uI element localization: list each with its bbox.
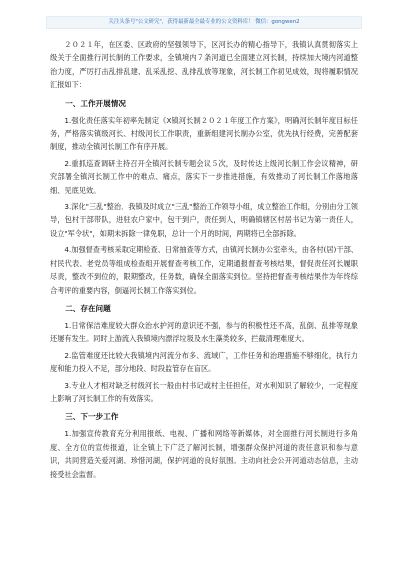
paragraph-inspection: 2.重抓巡查调研主持召开全镇河长制专题会议５次，及时传达上级河长制工作会议精神，研究部署全镇河长制工作中的难点、痛点，落实下一步推进措施，有效推动了河长制工作落地落细、见底见效。 [50, 158, 358, 195]
promo-banner[interactable]: 关注头条号"公文研究"，获得最新最全最专业的公文资料库！ 微信：gongwen2 [46, 16, 362, 29]
paragraph-rectification: 3.深化"三乱"整治．我镇及时成立"三乱"整治工作领导小组，成立整治工作组，分别由分工领导，包村干部带队，进驻农户家中，包干到户，责任到人，明确镇辖区村居书记为第一责任人，设立"军令状"，如期未拆除一律免职，总计一个月的时间，两期将已全部拆除。 [50, 202, 358, 238]
section-heading-next-steps: 三、下一步工作 [65, 412, 119, 422]
section-heading-work-progress: 一、工作开展情况 [65, 98, 126, 108]
paragraph-supervision: 2.监管难度还比较大我镇境内河流分布多、流域广，工作任务和治理措施不够细化，执行力度和能力投入不足，部分地段、时段监管存在盲区。 [50, 350, 358, 374]
section-heading-problems: 二、存在问题 [65, 303, 111, 313]
intro-paragraph: ２０２１年，在区委、区政府的坚强领导下，区河长办的精心指导下，我镇认真贯彻落实上级关于全面推行河长制的工作要求，全镇境内７条河道已全面建立河长制，持续加大境内河道整治力度，严厉打击乱排乱建、乱采乱挖、乱排乱放等现象，河长制工作初见成效，现将履职情况汇报如下： [50, 40, 358, 90]
paragraph-publicity: 1.加强宣传教育充分利用报纸、电视、广播和网络等新媒体，对全面推行河长制进行多角度、全方位的宣传报道，让全镇上下广泛了解河长制，增强群众保护河道的责任意识和参与意识，共同营造关爱河湖、珍惜河湖，保护河道的良好氛围。主动向社会公开河道动态信息，主动接受社会监督。 [50, 429, 358, 479]
paragraph-assessment: 4.加强督查考核采取定期检查、日常抽查等方式，由镇河长制办公室牵头，由各村(居)干部、村民代表、老党员等组成检查组开展督查考核工作，定期通报督查考核结果，督促责任河长履职尽责，整改不到位的，限期整改，任务数，确保全面落实到位。坚持把督查考核结果作为年终综合考评的重要内容，倒逼河长制工作落实到位。 [50, 245, 358, 295]
paragraph-responsibility: 1.强化责任落实年初率先制定《X镇河长制２０２１年度工作方案》，明确河长制年度目标任务，严格落实镇级河长、村级河长工作职责，重新组建河长制办公室，优先执行经费，完善配套制度，推动全镇河长制工作有序开展。 [50, 115, 358, 152]
paragraph-cleaning: 1.日常保洁难度较大群众治水护河的意识还不强，参与的积极性还不高，乱倒、乱排等现象还屡有发生。同时上游流入我镇境内漂浮垃圾及水生藻类较多，拦截清理难度大。 [50, 320, 358, 344]
paragraph-talent: 3.专业人才相对缺乏村级河长一般由村书记或村主任担任，对水利知识了解较少，一定程度上影响了河长制工作的有效落实。 [50, 380, 358, 403]
document-body [50, 38, 358, 481]
